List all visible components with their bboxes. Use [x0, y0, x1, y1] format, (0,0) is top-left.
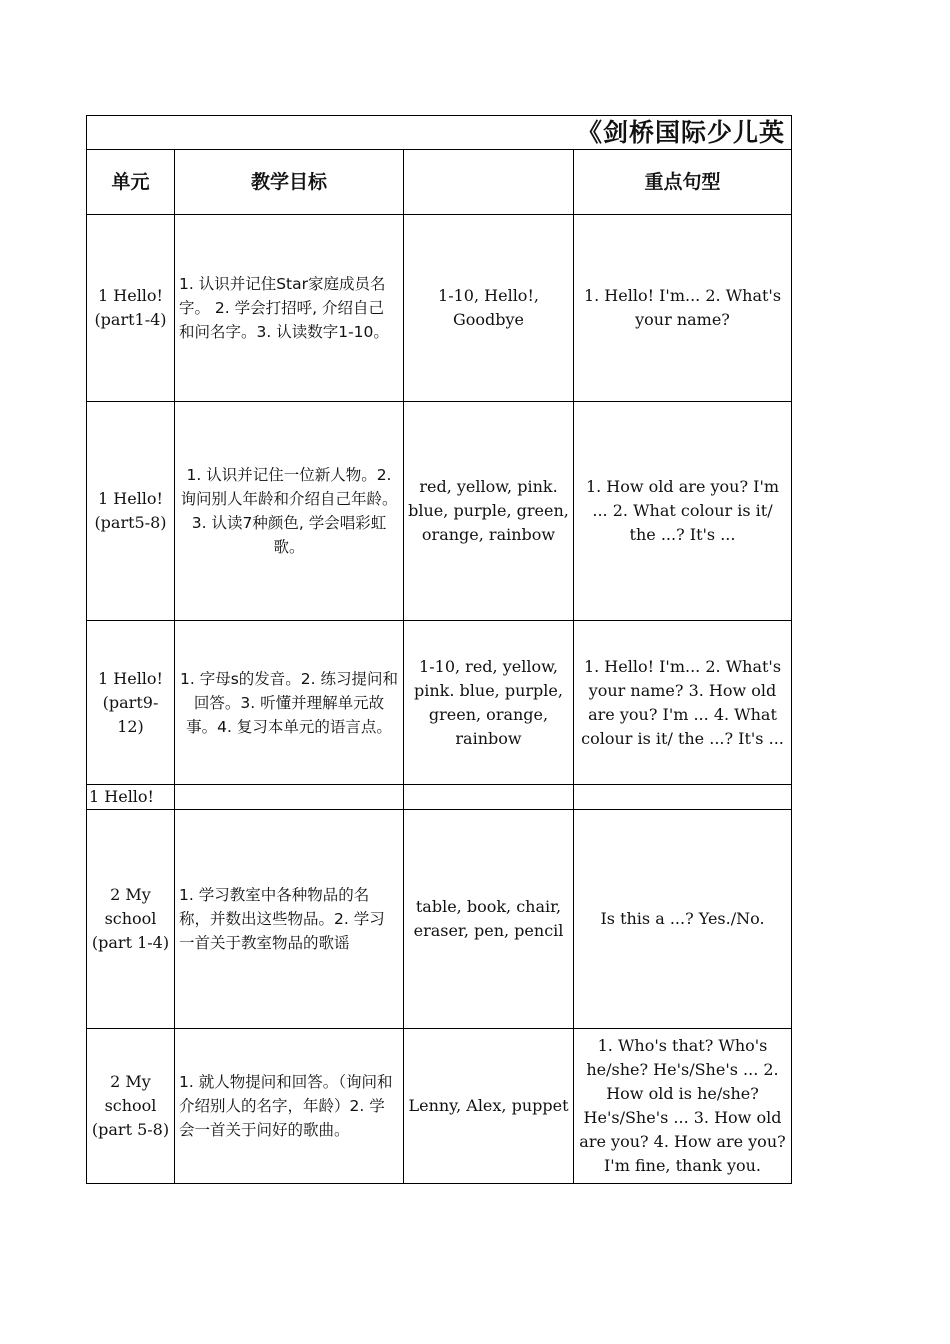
- header-row: [87, 150, 792, 215]
- table-row: [87, 215, 792, 402]
- cell-goal[interactable]: 1. 字母s的发音。2. 练习提问和回答。3. 听懂并理解单元故事。4. 复习本单元的语言点。: [175, 621, 404, 785]
- cell-words[interactable]: 1-10, Hello!, Goodbye: [404, 215, 574, 402]
- cell-words[interactable]: red, yellow, pink. blue, purple, green, orange, rainbow: [404, 402, 574, 621]
- lesson-plan-table: [86, 115, 792, 1184]
- cell-goal[interactable]: 1. 学习教室中各种物品的名称，并数出这些物品。2. 学习一首关于教室物品的歌谣: [175, 810, 404, 1029]
- cell-words[interactable]: [404, 785, 574, 810]
- cell-unit[interactable]: 2 My school (part 1-4): [87, 810, 175, 1029]
- table-row: [87, 810, 792, 1029]
- table-row: [87, 785, 792, 810]
- header-unit[interactable]: 单元: [87, 150, 175, 215]
- cell-words[interactable]: table, book, chair, eraser, pen, pencil: [404, 810, 574, 1029]
- sheet-title: 《剑桥国际少儿英: [577, 118, 786, 147]
- cell-unit[interactable]: 2 My school (part 5-8): [87, 1029, 175, 1184]
- cell-sentences[interactable]: 1. Hello! I'm... 2. What's your name? 3. How old are you? I'm ... 4. What colour is it/ the ...? It's ...: [574, 621, 792, 785]
- spreadsheet: [86, 115, 791, 1184]
- table-row: [87, 402, 792, 621]
- header-sentences[interactable]: 重点句型: [574, 150, 792, 215]
- cell-sentences[interactable]: 1. Who's that? Who's he/she? He's/She's ... 2. How old is he/she? He's/She's ... 3. How old are you? 4. How are you? I'm fine, thank you.: [574, 1029, 792, 1184]
- cell-words[interactable]: Lenny, Alex, puppet: [404, 1029, 574, 1184]
- cell-goal[interactable]: 1. 认识并记住一位新人物。2. 询问别人年龄和介绍自己年龄。3. 认读7种颜色, 学会唱彩虹歌。: [175, 402, 404, 621]
- cell-unit[interactable]: 1 Hello! (part1-4): [87, 215, 175, 402]
- header-words[interactable]: [404, 150, 574, 215]
- header-goal[interactable]: 教学目标: [175, 150, 404, 215]
- cell-sentences[interactable]: Is this a ...? Yes./No.: [574, 810, 792, 1029]
- table-row: [87, 621, 792, 785]
- title-cell[interactable]: [87, 116, 792, 150]
- cell-unit[interactable]: 1 Hello!: [87, 785, 175, 810]
- cell-goal[interactable]: [175, 785, 404, 810]
- table-row: [87, 1029, 792, 1184]
- cell-words[interactable]: 1-10, red, yellow, pink. blue, purple, green, orange, rainbow: [404, 621, 574, 785]
- cell-sentences[interactable]: 1. Hello! I'm... 2. What's your name?: [574, 215, 792, 402]
- cell-sentences[interactable]: 1. How old are you? I'm ... 2. What colour is it/ the ...? It's ...: [574, 402, 792, 621]
- cell-unit[interactable]: 1 Hello! (part9-12): [87, 621, 175, 785]
- cell-sentences[interactable]: [574, 785, 792, 810]
- cell-goal[interactable]: 1. 认识并记住Star家庭成员名字。 2. 学会打招呼, 介绍自己和问名字。3. 认读数字1-10。: [175, 215, 404, 402]
- cell-unit[interactable]: 1 Hello! (part5-8): [87, 402, 175, 621]
- cell-goal[interactable]: 1. 就人物提问和回答。（询问和介绍别人的名字，年龄）2. 学会一首关于问好的歌曲。: [175, 1029, 404, 1184]
